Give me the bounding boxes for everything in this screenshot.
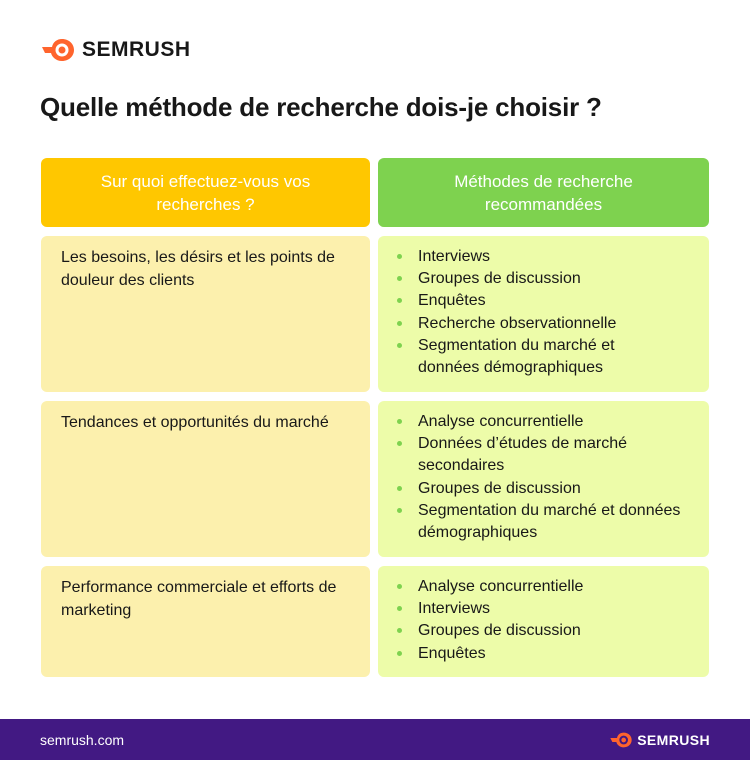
header-methods	[378, 158, 709, 227]
row-2-method-list	[396, 411, 695, 544]
row-2-methods	[378, 401, 709, 557]
list-item: Analyse concurrentielle	[396, 576, 695, 598]
header-methods-label: Méthodes de recherche recommandées	[454, 171, 633, 214]
footer-bar	[0, 719, 750, 760]
list-item: Analyse concurrentielle	[396, 411, 695, 433]
list-item: Enquêtes	[396, 290, 695, 312]
header-topic	[41, 158, 370, 227]
row-3-topic	[41, 566, 370, 677]
list-item: Groupes de discussion	[396, 478, 695, 500]
list-item: Interviews	[396, 246, 695, 268]
row-3-method-list	[396, 576, 695, 665]
header-topic-label: Sur quoi effectuez-vous vos recherches ?	[100, 171, 311, 214]
page-title: Quelle méthode de recherche dois-je choisir ?	[40, 92, 602, 122]
list-item: Recherche observationnelle	[396, 313, 695, 335]
semrush-logo	[40, 38, 191, 62]
row-3-topic-text: Performance commerciale et efforts de marketing	[61, 579, 337, 619]
row-1-methods	[378, 236, 709, 392]
semrush-fire-icon	[609, 732, 633, 748]
footer-logo	[609, 732, 710, 748]
row-2-topic-text: Tendances et opportunités du marché	[61, 414, 329, 431]
list-item: Enquêtes	[396, 643, 695, 665]
list-item: Segmentation du marché et données démographiques	[396, 500, 695, 544]
logo-text: SEMRUSH	[82, 38, 191, 61]
list-item: Interviews	[396, 598, 695, 620]
semrush-fire-icon	[40, 38, 76, 62]
list-item: Données d’études de marché secondaires	[396, 433, 695, 477]
footer-url-link[interactable]: semrush.com	[40, 731, 125, 748]
list-item: Segmentation du marché et données démographiques	[396, 335, 695, 379]
list-item: Groupes de discussion	[396, 620, 695, 642]
row-3-methods	[378, 566, 709, 677]
row-1-topic	[41, 236, 370, 392]
row-2-topic	[41, 401, 370, 557]
footer-logo-text: SEMRUSH	[637, 731, 710, 748]
row-1-topic-text: Les besoins, les désirs et les points de douleur des clients	[61, 249, 335, 289]
row-1-method-list	[396, 246, 695, 379]
list-item: Groupes de discussion	[396, 268, 695, 290]
